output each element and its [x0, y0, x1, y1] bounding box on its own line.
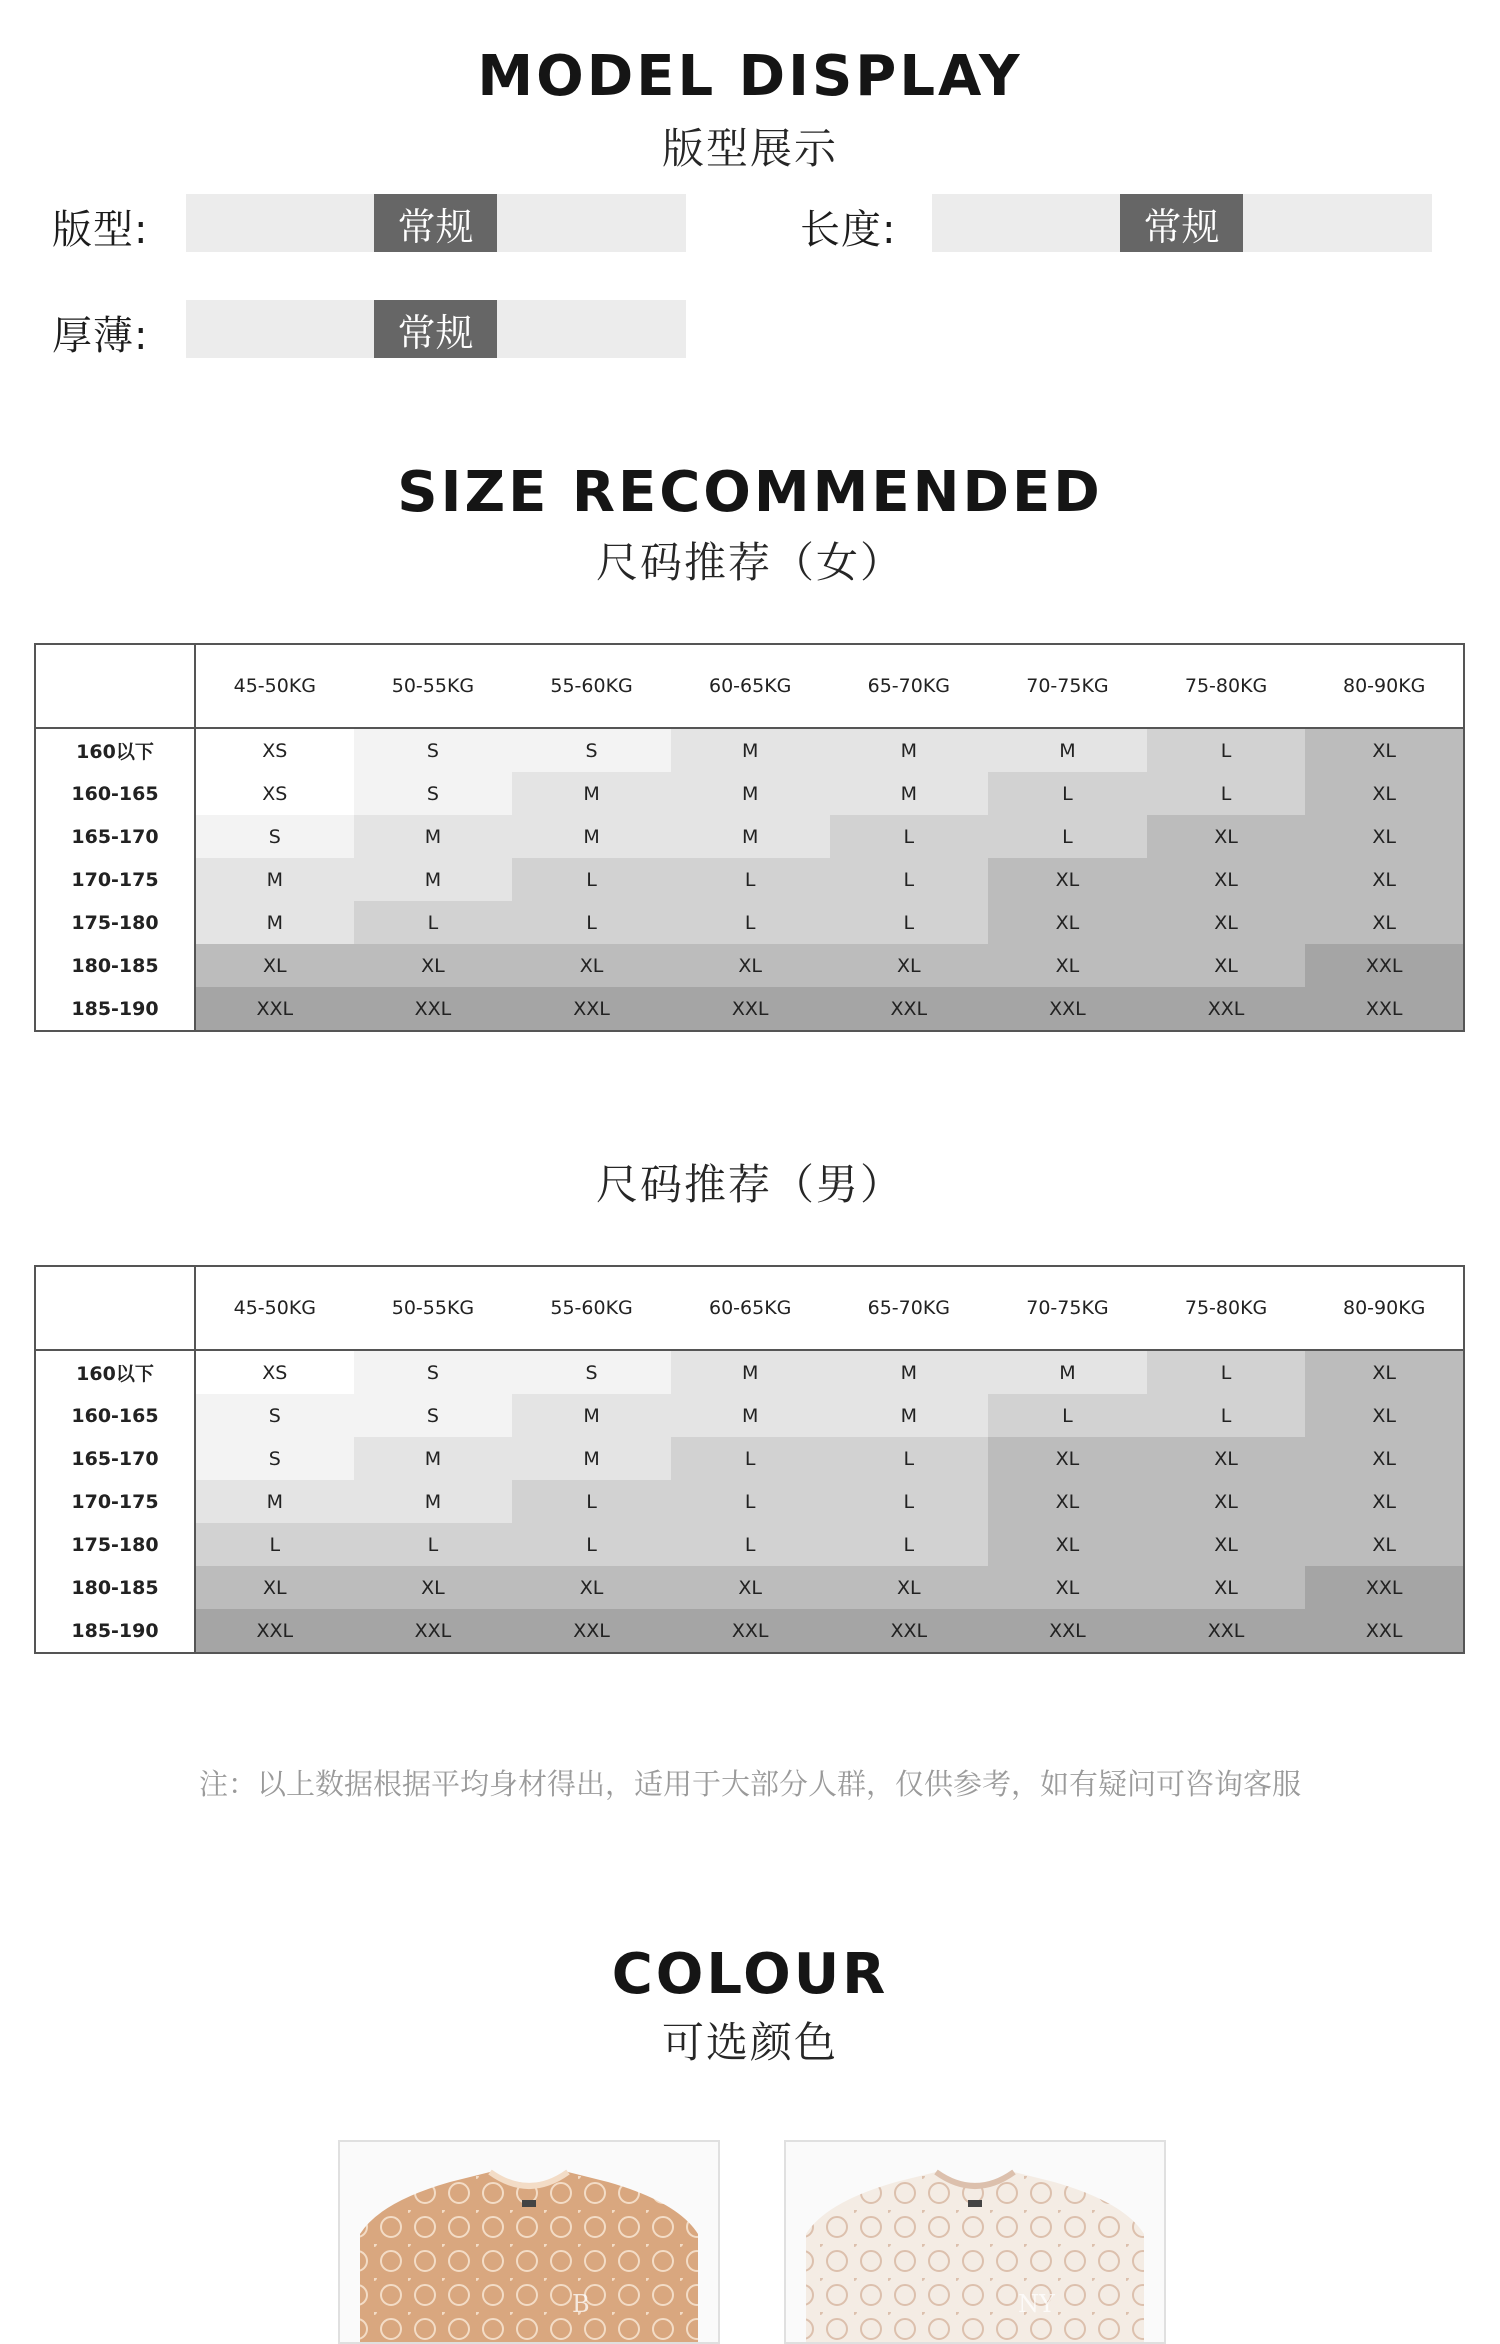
- size-cell: M: [195, 1480, 354, 1523]
- size-cell: L: [1147, 1350, 1306, 1394]
- size-cell: XL: [1305, 728, 1464, 772]
- size-cell: M: [671, 728, 830, 772]
- size-cell: XL: [1147, 944, 1306, 987]
- size-cell: M: [671, 772, 830, 815]
- table-row: [35, 815, 1464, 858]
- women-size-table: [34, 643, 1465, 1032]
- size-cell: M: [195, 858, 354, 901]
- table-row: [35, 944, 1464, 987]
- colour-subtitle: 可选颜色: [661, 2018, 838, 2067]
- size-cell: XL: [671, 944, 830, 987]
- size-cell: XXL: [671, 987, 830, 1031]
- model-display-title: MODEL DISPLAY: [477, 44, 1023, 109]
- table-corner-cell: [35, 644, 195, 728]
- size-cell: M: [512, 1437, 671, 1480]
- size-cell: M: [830, 1394, 989, 1437]
- size-cell: L: [512, 1523, 671, 1566]
- size-cell: XXL: [1147, 987, 1306, 1031]
- height-header: 170-175: [35, 858, 195, 901]
- size-cell: XL: [1305, 815, 1464, 858]
- colour-option-tan[interactable]: [338, 2140, 720, 2344]
- size-cell: L: [671, 858, 830, 901]
- weight-header: 75-80KG: [1147, 1266, 1306, 1350]
- size-cell: L: [671, 1523, 830, 1566]
- height-header: 160-165: [35, 1394, 195, 1437]
- size-cell: XL: [195, 944, 354, 987]
- size-cell: XS: [195, 1350, 354, 1394]
- size-cell: XL: [988, 1480, 1147, 1523]
- weight-header: 45-50KG: [195, 644, 354, 728]
- size-cell: L: [671, 1437, 830, 1480]
- tshirt-label: [522, 2200, 536, 2207]
- size-cell: L: [1147, 728, 1306, 772]
- size-cell: XL: [830, 944, 989, 987]
- size-cell: L: [195, 1523, 354, 1566]
- size-cell: XS: [195, 772, 354, 815]
- size-cell: XXL: [1305, 944, 1464, 987]
- size-cell: XL: [1147, 858, 1306, 901]
- size-cell: XXL: [354, 1609, 513, 1653]
- thickness-label: 厚薄:: [52, 313, 149, 359]
- size-cell: XL: [1305, 858, 1464, 901]
- fit-value: 常规: [374, 194, 497, 252]
- weight-header: 70-75KG: [988, 644, 1147, 728]
- size-cell: L: [512, 901, 671, 944]
- colour-option-cream[interactable]: [784, 2140, 1166, 2344]
- size-cell: XL: [671, 1566, 830, 1609]
- table-row: [35, 1480, 1464, 1523]
- length-scale: [932, 194, 1432, 252]
- size-cell: S: [195, 815, 354, 858]
- thickness-scale: [186, 300, 686, 358]
- size-cell: L: [512, 858, 671, 901]
- table-row: [35, 1394, 1464, 1437]
- size-cell: XXL: [354, 987, 513, 1031]
- size-cell: XXL: [830, 1609, 989, 1653]
- size-cell: L: [354, 901, 513, 944]
- height-header: 185-190: [35, 987, 195, 1031]
- size-cell: XL: [1147, 901, 1306, 944]
- size-cell: M: [830, 772, 989, 815]
- size-cell: XL: [354, 1566, 513, 1609]
- size-cell: S: [195, 1394, 354, 1437]
- size-cell: XL: [1147, 815, 1306, 858]
- size-cell: S: [512, 728, 671, 772]
- size-cell: XXL: [512, 987, 671, 1031]
- size-cell: M: [354, 1437, 513, 1480]
- height-header: 180-185: [35, 944, 195, 987]
- table-corner-cell: [35, 1266, 195, 1350]
- height-header: 180-185: [35, 1566, 195, 1609]
- size-cell: XL: [1305, 1437, 1464, 1480]
- table-row: [35, 1609, 1464, 1653]
- height-header: 175-180: [35, 901, 195, 944]
- height-header: 160-165: [35, 772, 195, 815]
- men-size-subtitle: 尺码推荐（男）: [595, 1160, 904, 1209]
- thickness-value: 常规: [374, 300, 497, 358]
- size-cell: XXL: [1147, 1609, 1306, 1653]
- size-cell: S: [354, 1394, 513, 1437]
- weight-header: 80-90KG: [1305, 1266, 1464, 1350]
- size-cell: XL: [830, 1566, 989, 1609]
- table-header-row: [35, 1266, 1464, 1350]
- size-cell: XXL: [830, 987, 989, 1031]
- weight-header: 55-60KG: [512, 644, 671, 728]
- height-header: 170-175: [35, 1480, 195, 1523]
- size-cell: XXL: [1305, 1609, 1464, 1653]
- weight-header: 65-70KG: [830, 1266, 989, 1350]
- model-display-subtitle: 版型展示: [661, 124, 838, 173]
- height-header: 165-170: [35, 815, 195, 858]
- size-cell: XL: [1305, 1394, 1464, 1437]
- size-cell: XL: [512, 1566, 671, 1609]
- weight-header: 65-70KG: [830, 644, 989, 728]
- size-cell: XL: [1147, 1437, 1306, 1480]
- weight-header: 70-75KG: [988, 1266, 1147, 1350]
- size-cell: M: [671, 815, 830, 858]
- size-cell: L: [988, 815, 1147, 858]
- size-note: 注：以上数据根据平均身材得出，适用于大部分人群，仅供参考，如有疑问可咨询客服: [198, 1767, 1301, 1801]
- fit-scale: [186, 194, 686, 252]
- weight-header: 75-80KG: [1147, 644, 1306, 728]
- tan-monogram-tshirt: [340, 2142, 718, 2342]
- size-cell: L: [1147, 772, 1306, 815]
- table-row: [35, 772, 1464, 815]
- table-row: [35, 901, 1464, 944]
- tshirt-body: [806, 2172, 1144, 2342]
- length-value: 常规: [1120, 194, 1243, 252]
- size-cell: M: [512, 772, 671, 815]
- weight-header: 50-55KG: [354, 644, 513, 728]
- size-recommended-title: SIZE RECOMMENDED: [397, 460, 1103, 525]
- men-size-table: [34, 1265, 1465, 1654]
- size-cell: XXL: [988, 1609, 1147, 1653]
- table-row: [35, 858, 1464, 901]
- table-header-row: [35, 644, 1464, 728]
- size-cell: L: [830, 901, 989, 944]
- height-header: 165-170: [35, 1437, 195, 1480]
- table-row: [35, 1523, 1464, 1566]
- tshirt-label: [968, 2200, 982, 2207]
- height-header: 175-180: [35, 1523, 195, 1566]
- size-cell: XXL: [671, 1609, 830, 1653]
- weight-header: 80-90KG: [1305, 644, 1464, 728]
- size-cell: XL: [1305, 1523, 1464, 1566]
- size-cell: M: [988, 1350, 1147, 1394]
- length-label: 长度:: [800, 207, 897, 253]
- size-cell: XL: [988, 858, 1147, 901]
- table-row: [35, 1350, 1464, 1394]
- size-cell: XL: [1147, 1523, 1306, 1566]
- size-cell: M: [354, 1480, 513, 1523]
- tshirt-logo: NY: [1018, 2290, 1055, 2318]
- size-cell: XL: [1147, 1480, 1306, 1523]
- weight-header: 60-65KG: [671, 644, 830, 728]
- size-cell: L: [354, 1523, 513, 1566]
- size-cell: XL: [988, 1523, 1147, 1566]
- size-cell: S: [354, 772, 513, 815]
- size-cell: XL: [195, 1566, 354, 1609]
- size-cell: L: [830, 858, 989, 901]
- size-cell: XXL: [1305, 987, 1464, 1031]
- size-cell: L: [830, 1437, 989, 1480]
- size-cell: XL: [988, 901, 1147, 944]
- size-cell: XL: [988, 1566, 1147, 1609]
- size-cell: XS: [195, 728, 354, 772]
- size-cell: M: [195, 901, 354, 944]
- tshirt-body: [360, 2172, 698, 2342]
- size-cell: M: [671, 1394, 830, 1437]
- size-cell: L: [830, 1523, 989, 1566]
- size-cell: M: [354, 858, 513, 901]
- weight-header: 55-60KG: [512, 1266, 671, 1350]
- table-row: [35, 728, 1464, 772]
- size-cell: XL: [988, 1437, 1147, 1480]
- size-cell: M: [512, 815, 671, 858]
- size-cell: XXL: [512, 1609, 671, 1653]
- size-cell: XL: [1305, 901, 1464, 944]
- size-cell: XL: [1147, 1566, 1306, 1609]
- size-cell: L: [671, 901, 830, 944]
- size-cell: XL: [354, 944, 513, 987]
- size-cell: L: [830, 1480, 989, 1523]
- weight-header: 50-55KG: [354, 1266, 513, 1350]
- tshirt-logo: B: [572, 2290, 590, 2318]
- size-cell: XL: [1305, 1350, 1464, 1394]
- women-size-subtitle: 尺码推荐（女）: [595, 538, 904, 587]
- size-cell: XL: [988, 944, 1147, 987]
- cream-monogram-tshirt: [786, 2142, 1164, 2342]
- height-header: 185-190: [35, 1609, 195, 1653]
- size-cell: L: [988, 772, 1147, 815]
- colour-title: COLOUR: [611, 1942, 889, 2007]
- size-cell: XXL: [195, 987, 354, 1031]
- height-header: 160以下: [35, 1350, 195, 1394]
- size-cell: M: [354, 815, 513, 858]
- size-cell: L: [671, 1480, 830, 1523]
- size-cell: L: [830, 815, 989, 858]
- size-cell: M: [988, 728, 1147, 772]
- size-cell: XXL: [988, 987, 1147, 1031]
- size-cell: S: [354, 1350, 513, 1394]
- weight-header: 45-50KG: [195, 1266, 354, 1350]
- size-cell: XXL: [195, 1609, 354, 1653]
- size-cell: S: [512, 1350, 671, 1394]
- size-cell: XL: [1305, 772, 1464, 815]
- size-cell: XXL: [1305, 1566, 1464, 1609]
- fit-label: 版型:: [52, 207, 149, 253]
- size-cell: M: [512, 1394, 671, 1437]
- size-cell: S: [354, 728, 513, 772]
- size-cell: XL: [1305, 1480, 1464, 1523]
- size-cell: L: [1147, 1394, 1306, 1437]
- weight-header: 60-65KG: [671, 1266, 830, 1350]
- size-cell: L: [988, 1394, 1147, 1437]
- height-header: 160以下: [35, 728, 195, 772]
- table-row: [35, 1437, 1464, 1480]
- size-cell: M: [830, 728, 989, 772]
- table-row: [35, 987, 1464, 1031]
- table-row: [35, 1566, 1464, 1609]
- size-cell: L: [512, 1480, 671, 1523]
- size-cell: S: [195, 1437, 354, 1480]
- size-cell: M: [671, 1350, 830, 1394]
- size-cell: M: [830, 1350, 989, 1394]
- size-cell: XL: [512, 944, 671, 987]
